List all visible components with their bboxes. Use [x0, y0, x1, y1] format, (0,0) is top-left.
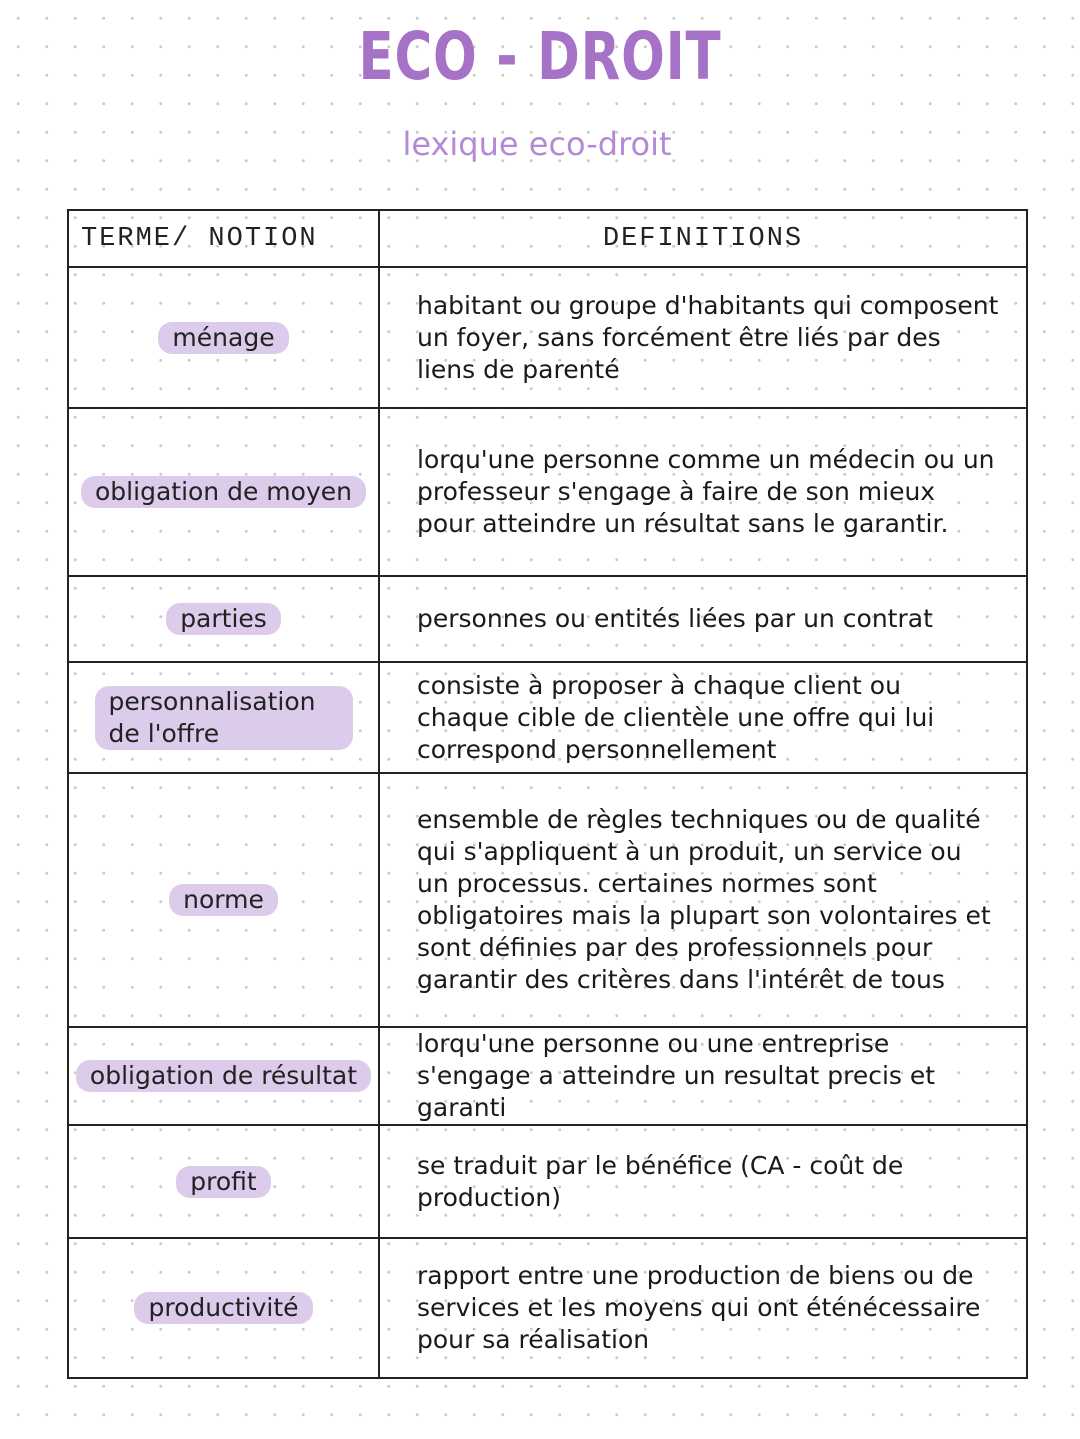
definition-cell: se traduit par le bénéfice (CA - coût de production)	[379, 1125, 1027, 1238]
term-highlight: parties	[166, 603, 281, 635]
table-row	[68, 773, 1027, 1027]
definition-cell: rapport entre une production de biens ou de services et les moyens qui ont éténécessaire pour sa réalisation	[379, 1238, 1027, 1378]
table-row	[68, 1238, 1027, 1378]
lexicon-table	[67, 209, 1028, 1379]
term-highlight: obligation de moyen	[81, 476, 366, 508]
page-title: ECO - DROIT	[358, 18, 722, 95]
definition-cell: lorqu'une personne ou une entreprise s'engage a atteindre un resultat precis et garanti	[379, 1027, 1027, 1125]
table-header-row	[68, 210, 1027, 267]
definition-cell: lorqu'une personne comme un médecin ou un professeur s'engage à faire de son mieux pour atteindre un résultat sans le garantir.	[379, 408, 1027, 576]
term-cell	[68, 1238, 379, 1378]
term-highlight: ménage	[158, 322, 288, 354]
term-cell	[68, 1027, 379, 1125]
term-cell	[68, 408, 379, 576]
term-highlight: personnalisation de l'offre	[95, 686, 353, 750]
term-cell	[68, 773, 379, 1027]
column-header-term: TERME/ NOTION	[68, 210, 379, 267]
term-highlight: profit	[176, 1166, 270, 1198]
definition-cell: consiste à proposer à chaque client ou chaque cible de clientèle une offre qui lui correspond personnellement	[379, 662, 1027, 773]
table-row	[68, 408, 1027, 576]
column-header-definitions: DEFINITIONS	[379, 210, 1027, 267]
table-row	[68, 662, 1027, 773]
table-row	[68, 267, 1027, 408]
table-row	[68, 1027, 1027, 1125]
term-cell	[68, 1125, 379, 1238]
term-highlight: productivité	[134, 1292, 312, 1324]
table-row	[68, 576, 1027, 662]
term-cell	[68, 576, 379, 662]
definition-cell: habitant ou groupe d'habitants qui composent un foyer, sans forcément être liés par des liens de parenté	[379, 267, 1027, 408]
page-subtitle: lexique eco-droit	[402, 125, 672, 163]
term-highlight: norme	[169, 884, 278, 916]
term-highlight: obligation de résultat	[76, 1060, 371, 1092]
definition-cell: ensemble de règles techniques ou de qualité qui s'appliquent à un produit, un service ou un processus. certaines normes sont obligatoires mais la plupart son volontaires et sont définies par des professionnels pour garantir des critères dans l'intérêt de tous	[379, 773, 1027, 1027]
term-cell	[68, 662, 379, 773]
term-cell	[68, 267, 379, 408]
table-row	[68, 1125, 1027, 1238]
definition-cell: personnes ou entités liées par un contrat	[379, 576, 1027, 662]
